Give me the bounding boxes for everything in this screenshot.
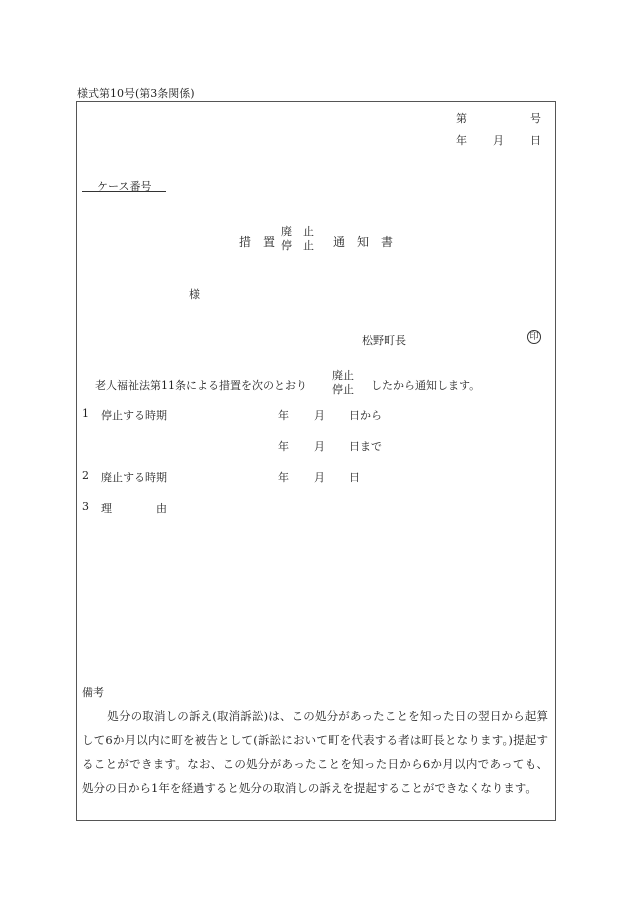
item-label-reason: 理 由 bbox=[101, 502, 167, 515]
form-number-label: 様式第10号(第3条関係) bbox=[77, 87, 195, 100]
item-day-until: 日まで bbox=[349, 440, 382, 453]
statement-option-suspend: 停止 bbox=[332, 383, 354, 396]
remarks-heading: 備考 bbox=[82, 686, 104, 699]
title-part-measure: 措 置 bbox=[239, 235, 276, 249]
item-number: 1 bbox=[82, 407, 89, 420]
case-number-underline bbox=[82, 191, 166, 192]
issuer-name: 松野町長 bbox=[362, 334, 406, 347]
item-year: 年 bbox=[278, 471, 289, 484]
item-month: 月 bbox=[314, 409, 325, 422]
item-number: 3 bbox=[82, 500, 89, 513]
item-year: 年 bbox=[278, 440, 289, 453]
seal-mark: 印 bbox=[527, 330, 541, 344]
item-label-suspend-period: 停止する時期 bbox=[101, 409, 167, 422]
addressee-suffix: 様 bbox=[189, 288, 200, 301]
document-number-prefix: 第 bbox=[456, 112, 467, 125]
title-option-stack bbox=[281, 225, 314, 253]
item-number: 2 bbox=[82, 469, 89, 482]
item-year: 年 bbox=[278, 409, 289, 422]
case-number-label: ケース番号 bbox=[97, 180, 152, 193]
item-label-abolish-period: 廃止する時期 bbox=[101, 471, 167, 484]
title-part-notice: 通 知 書 bbox=[333, 235, 394, 249]
item-month: 月 bbox=[314, 440, 325, 453]
date-day: 日 bbox=[530, 134, 541, 147]
item-month: 月 bbox=[314, 471, 325, 484]
date-month: 月 bbox=[493, 134, 504, 147]
statement-after: したから通知します。 bbox=[371, 379, 481, 392]
date-year: 年 bbox=[456, 134, 467, 147]
document-number-suffix: 号 bbox=[530, 112, 541, 125]
item-day-from: 日から bbox=[349, 409, 382, 422]
statement-option-stack bbox=[332, 369, 354, 397]
remarks-text: 処分の取消しの訴え(取消訴訟)は、この処分があったことを知った日の翌日から起算して6か月以内に町を被告として(訴訟において町を代表する者は町長となります。)提起することができます。なお、この処分があったことを知った日から6か月以内であっても、処分の日から1年を経過すると処分の取消しの訴えを提起することができなくなります。 bbox=[82, 709, 548, 795]
statement-option-abolish: 廃止 bbox=[332, 369, 354, 382]
title-option-suspend: 停 止 bbox=[281, 239, 314, 252]
statement-before: 老人福祉法第11条による措置を次のとおり bbox=[95, 379, 307, 392]
item-day: 日 bbox=[349, 471, 360, 484]
title-option-abolish: 廃 止 bbox=[281, 225, 314, 238]
